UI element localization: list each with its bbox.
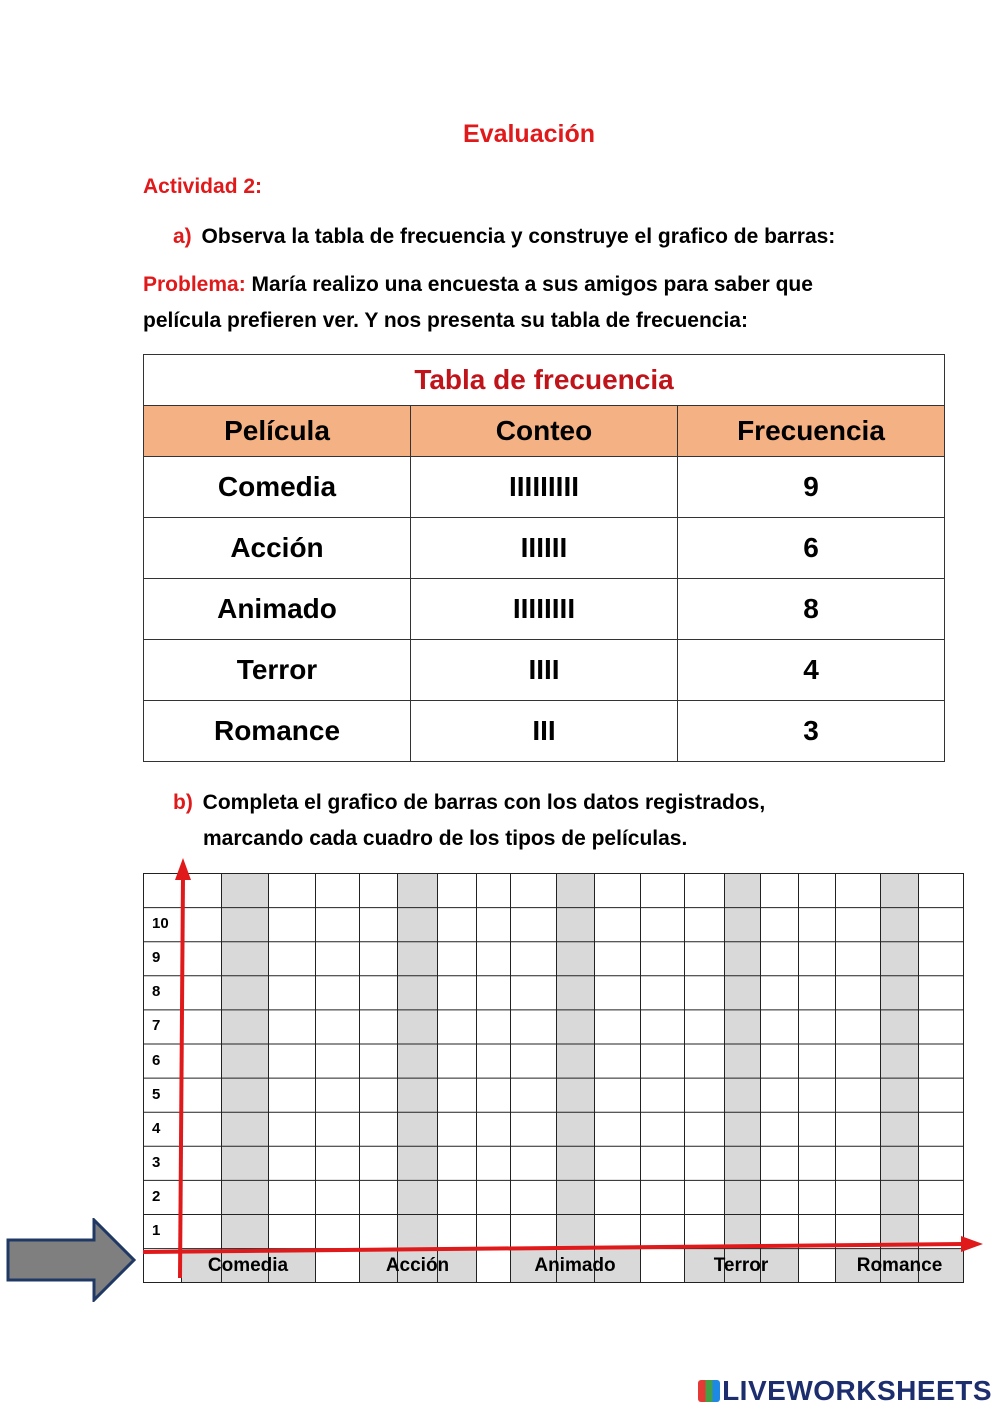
cell-pelicula: Terror: [144, 640, 411, 701]
cell-conteo: III: [411, 701, 678, 762]
y-axis-line: [180, 876, 183, 1278]
table-row: [144, 701, 945, 762]
y-tick-label: 6: [152, 1051, 161, 1069]
chart-axes: [143, 858, 1000, 1278]
cell-pelicula: Comedia: [144, 457, 411, 518]
cell-conteo: IIIIIIIII: [411, 457, 678, 518]
instruction-b-2: marcando cada cuadro de los tipos de películas.: [203, 827, 688, 850]
instruction-b-1: [173, 791, 765, 815]
cell-frecuencia: 6: [678, 518, 945, 579]
header-pelicula: Película: [144, 406, 411, 457]
x-category-label: Animado: [534, 1255, 616, 1276]
y-tick-label: 4: [152, 1119, 161, 1137]
x-category-label: Acción: [385, 1255, 450, 1276]
cell-conteo: IIIIII: [411, 518, 678, 579]
y-tick-label: 2: [152, 1187, 161, 1205]
logo-text: LIVEWORKSHEETS: [722, 1375, 992, 1406]
problem-line-1: [143, 273, 813, 297]
table-row: [144, 518, 945, 579]
y-tick-label: 10: [152, 915, 169, 933]
y-tick-label: 8: [152, 983, 161, 1001]
x-axis-line: [143, 1244, 963, 1252]
cell-frecuencia: 9: [678, 457, 945, 518]
liveworksheets-logo: [698, 1375, 992, 1407]
activity-label: Actividad 2:: [143, 175, 263, 198]
y-tick-label: 5: [152, 1085, 161, 1103]
frequency-table: [143, 354, 945, 762]
x-axis-arrowhead: [961, 1236, 983, 1252]
x-category-label: Comedia: [207, 1255, 289, 1276]
marker-b: b): [173, 791, 193, 814]
header-frecuencia: Frecuencia: [678, 406, 945, 457]
instruction-a: [173, 225, 835, 249]
instruction-a-text: Observa la tabla de frecuencia y construye el grafico de barras:: [201, 225, 836, 248]
cell-conteo: IIII: [411, 640, 678, 701]
cell-frecuencia: 8: [678, 579, 945, 640]
y-tick-label: 7: [152, 1017, 161, 1035]
problem-text-1: María realizo una encuesta a sus amigos para saber que: [251, 273, 813, 296]
y-tick-label: 3: [152, 1153, 161, 1171]
logo-icon: [698, 1380, 720, 1402]
y-tick-label: 9: [152, 949, 161, 967]
table-caption: Tabla de frecuencia: [144, 355, 945, 406]
table-row: [144, 579, 945, 640]
table-row: [144, 457, 945, 518]
y-axis-arrowhead: [175, 858, 191, 880]
bar-chart-grid: [143, 873, 964, 1283]
cell-pelicula: Romance: [144, 701, 411, 762]
cell-pelicula: Animado: [144, 579, 411, 640]
marker-a: a): [173, 225, 192, 248]
table-row: [144, 640, 945, 701]
cell-frecuencia: 4: [678, 640, 945, 701]
cell-conteo: IIIIIIII: [411, 579, 678, 640]
cell-frecuencia: 3: [678, 701, 945, 762]
header-conteo: Conteo: [411, 406, 678, 457]
problem-line-2: película prefieren ver. Y nos presenta su tabla de frecuencia:: [143, 309, 748, 332]
pointer-arrow-icon: [6, 1218, 138, 1302]
y-tick-label: 1: [152, 1222, 161, 1239]
instruction-b-text-1: Completa el grafico de barras con los datos registrados,: [202, 791, 766, 814]
x-category-label: Terror: [713, 1255, 769, 1276]
cell-pelicula: Acción: [144, 518, 411, 579]
x-category-label: Romance: [856, 1255, 943, 1276]
problem-label: Problema:: [143, 273, 246, 296]
page-title: Evaluación: [463, 120, 595, 148]
